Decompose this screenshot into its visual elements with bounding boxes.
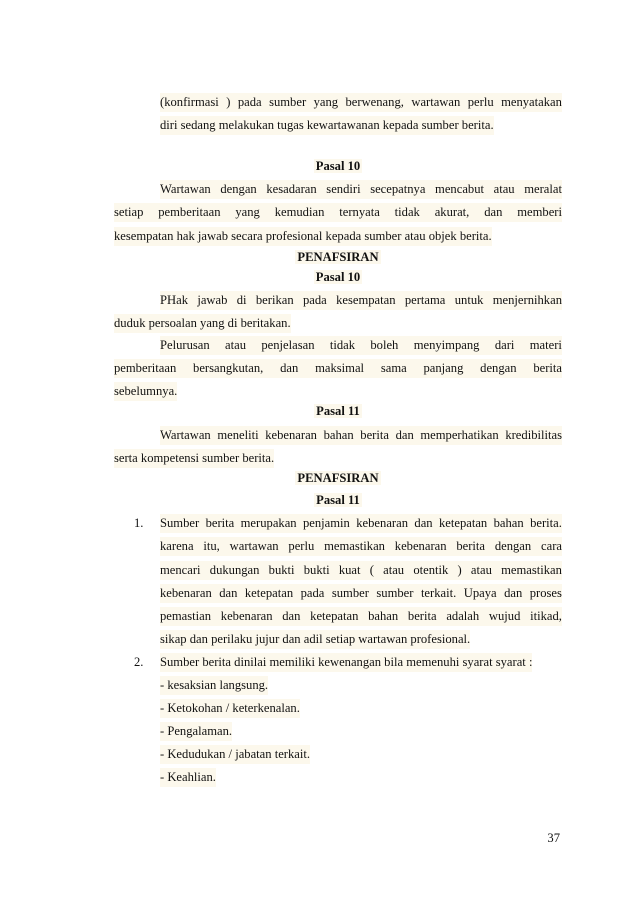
word: bahan — [493, 516, 524, 530]
word: setiap — [114, 205, 144, 219]
word: pada — [237, 95, 262, 109]
word: berita — [456, 539, 486, 553]
list-item: - Pengalaman. — [160, 722, 232, 741]
word: kebenaran — [160, 586, 212, 600]
text-line: kesempatan hak jawab secara profesional kepada sumber atau objek berita. — [114, 227, 492, 246]
word: dengan — [220, 182, 257, 196]
text-line — [114, 203, 562, 222]
page-number: 37 — [547, 831, 560, 845]
text-line — [160, 336, 562, 355]
word: dan — [219, 586, 238, 600]
word: dengan — [480, 361, 517, 375]
word: kesadaran — [266, 182, 317, 196]
word: penjamin — [302, 516, 350, 530]
text-line — [160, 514, 562, 533]
word: pemberitaan — [158, 205, 221, 219]
word: dan — [484, 205, 503, 219]
list-item: - Keahlian. — [160, 768, 216, 787]
word: menyimpang — [413, 338, 480, 352]
section-heading: Pasal 10 — [315, 270, 361, 284]
word: kebenaran — [356, 516, 408, 530]
text-line: diri sedang melakukan tugas kewartawanan kepada sumber berita. — [160, 116, 494, 135]
word: kesempatan — [336, 293, 396, 307]
word: pada — [302, 293, 327, 307]
word: yang — [235, 205, 260, 219]
word: sumber — [269, 95, 307, 109]
word: merupakan — [240, 516, 297, 530]
text-line — [160, 561, 562, 580]
word: ternyata — [339, 205, 380, 219]
section-heading: Pasal 11 — [316, 493, 360, 507]
text-line — [160, 607, 562, 626]
word: kemudian — [274, 205, 325, 219]
word: berita. — [530, 516, 562, 530]
word: Sumber — [160, 516, 200, 530]
word: kebenaran — [220, 609, 273, 623]
word: berita — [360, 428, 389, 442]
word: dukungan — [209, 563, 260, 577]
word: bahan — [323, 428, 354, 442]
word: ) — [226, 95, 231, 109]
word: atau — [493, 182, 515, 196]
word: cara — [541, 539, 562, 553]
word: secepatnya — [370, 182, 426, 196]
word: wujud — [488, 609, 521, 623]
text-line — [114, 359, 562, 378]
word: panjang — [423, 361, 464, 375]
word: bukti — [268, 563, 295, 577]
text-line — [160, 93, 562, 112]
word: pemberitaan — [114, 361, 177, 375]
word: menjernihkan — [492, 293, 562, 307]
word: dari — [494, 338, 515, 352]
word: berita — [205, 516, 235, 530]
word: itikad, — [530, 609, 562, 623]
word: adalah — [446, 609, 480, 623]
word: berita — [407, 609, 437, 623]
word: dan — [282, 609, 301, 623]
word: memberi — [517, 205, 562, 219]
list-item: - Ketokohan / keterkenalan. — [160, 699, 300, 718]
word: Wartawan — [160, 182, 211, 196]
word: wartawan — [229, 539, 279, 553]
word: otentik — [413, 563, 449, 577]
text-line: sikap dan perilaku jujur dan adil setiap wartawan profesional. — [160, 630, 470, 649]
text-line — [160, 180, 562, 199]
word: dan — [395, 428, 414, 442]
word: sumber — [331, 586, 369, 600]
word: perlu — [467, 95, 494, 109]
word: mencabut — [435, 182, 485, 196]
word: ( — [369, 563, 374, 577]
word: karena — [160, 539, 194, 553]
word: atau — [225, 338, 246, 352]
word: perlu — [288, 539, 315, 553]
word: berikan — [255, 293, 294, 307]
word: sumber — [376, 586, 414, 600]
word: materi — [529, 338, 562, 352]
word: itu, — [203, 539, 220, 553]
word: pada — [300, 586, 325, 600]
word: ketepatan — [244, 586, 294, 600]
word: sama — [380, 361, 407, 375]
word: ) — [457, 563, 462, 577]
word: di — [236, 293, 247, 307]
word: untuk — [454, 293, 484, 307]
section-heading: Pasal 10 — [315, 159, 361, 173]
word: memastikan — [324, 539, 385, 553]
word: kredibilitas — [505, 428, 562, 442]
word: boleh — [370, 338, 399, 352]
word: ketepatan — [438, 516, 488, 530]
word: ketepatan — [310, 609, 359, 623]
word: (konfirmasi — [160, 95, 219, 109]
word: memastikan — [501, 563, 562, 577]
word: meneliti — [217, 428, 259, 442]
word: Upaya — [463, 586, 497, 600]
word: bahan — [368, 609, 399, 623]
word: yang — [313, 95, 339, 109]
text-line — [160, 537, 562, 556]
word: terkait. — [420, 586, 457, 600]
section-heading: PENAFSIRAN — [297, 250, 379, 264]
text-line — [160, 584, 562, 603]
word: proses — [529, 586, 562, 600]
word: dan — [504, 586, 523, 600]
list-number: 2. — [134, 655, 144, 669]
section-heading: Pasal 11 — [316, 404, 360, 418]
word: meralat — [524, 182, 562, 196]
text-line: serta kompetensi sumber berita. — [114, 449, 274, 468]
text-line: sebelumnya. — [114, 382, 177, 401]
word: berita — [533, 361, 562, 375]
word: menyatakan — [501, 95, 562, 109]
section-heading: PENAFSIRAN — [297, 471, 379, 485]
word: Pelurusan — [160, 338, 210, 352]
word: kuat — [338, 563, 361, 577]
word: atau — [470, 563, 492, 577]
word: dan — [280, 361, 299, 375]
word: berwenang, — [345, 95, 404, 109]
word: atau — [383, 563, 405, 577]
word: tidak — [329, 338, 356, 352]
word: tidak — [394, 205, 420, 219]
word: akurat, — [434, 205, 470, 219]
word: memperhatikan — [420, 428, 499, 442]
list-item: - kesaksian langsung. — [160, 676, 268, 695]
text-line: Sumber berita dinilai memiliki kewenangan bila memenuhi syarat syarat : — [160, 653, 532, 672]
text-line: duduk persoalan yang di beritakan. — [114, 314, 291, 333]
word: dengan — [494, 539, 532, 553]
word: dan — [414, 516, 433, 530]
word: pertama — [404, 293, 446, 307]
word: kebenaran — [265, 428, 317, 442]
word: maksimal — [315, 361, 365, 375]
word: bukti — [303, 563, 330, 577]
word: Wartawan — [160, 428, 211, 442]
text-line — [160, 291, 562, 310]
word: wartawan — [411, 95, 461, 109]
list-item: - Kedudukan / jabatan terkait. — [160, 745, 310, 764]
text-line — [160, 426, 562, 445]
word: jawab — [197, 293, 228, 307]
word: penjelasan — [261, 338, 315, 352]
word: PHak — [160, 293, 188, 307]
word: mencari — [160, 563, 201, 577]
word: pemastian — [160, 609, 212, 623]
word: sendiri — [326, 182, 361, 196]
word: bersangkutan, — [193, 361, 264, 375]
word: kebenaran — [394, 539, 447, 553]
list-number: 1. — [134, 516, 144, 530]
